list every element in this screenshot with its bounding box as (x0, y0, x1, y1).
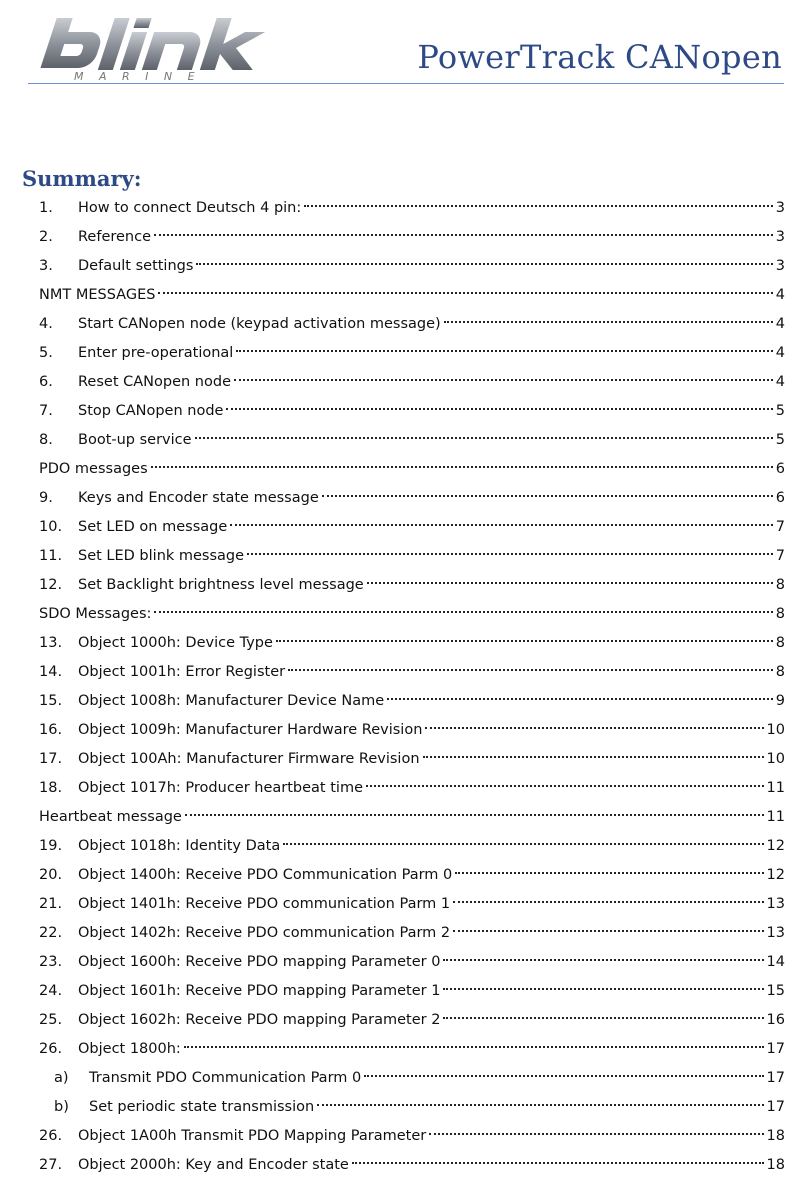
toc-page-number: 7 (775, 519, 785, 535)
toc-page-number: 17 (766, 1099, 785, 1115)
toc-entry-number: 16. (39, 722, 63, 738)
toc-entry-title: Set periodic state transmission (89, 1099, 315, 1115)
toc-page-number: 11 (766, 780, 785, 796)
toc-page-number: 5 (775, 432, 785, 448)
blink-marine-logo (28, 14, 298, 86)
toc-dot-leader (443, 988, 763, 990)
toc-dot-leader (367, 582, 773, 584)
toc-entry[interactable] (39, 1064, 785, 1093)
toc-entry-number: 7. (39, 403, 53, 419)
toc-entry[interactable] (39, 281, 785, 310)
toc-dot-leader (195, 437, 773, 439)
toc-entry-number: 8. (39, 432, 53, 448)
toc-entry-number: 25. (39, 1012, 63, 1028)
toc-page-number: 8 (775, 635, 785, 651)
toc-dot-leader (304, 205, 773, 207)
toc-entry[interactable] (39, 513, 785, 542)
toc-page-number: 15 (766, 983, 785, 999)
toc-entry-title: PDO messages (39, 461, 148, 477)
toc-dot-leader (283, 843, 763, 845)
toc-page-number: 3 (775, 200, 785, 216)
toc-dot-leader (226, 408, 772, 410)
toc-entry-title: Object 1008h: Manufacturer Device Name (78, 693, 385, 709)
table-of-contents (39, 194, 785, 1180)
toc-dot-leader (455, 872, 763, 874)
toc-entry[interactable] (39, 919, 785, 948)
toc-entry-number: 14. (39, 664, 63, 680)
toc-page-number: 6 (775, 461, 785, 477)
toc-entry[interactable] (39, 426, 785, 455)
toc-entry-title: Object 1017h: Producer heartbeat time (78, 780, 363, 796)
toc-entry-number: 10. (39, 519, 63, 535)
toc-dot-leader (352, 1162, 764, 1164)
toc-entry-title: Keys and Encoder state message (78, 490, 319, 506)
toc-entry[interactable] (39, 861, 785, 890)
toc-page-number: 10 (766, 751, 785, 767)
toc-entry-number: 9. (39, 490, 53, 506)
toc-entry-title: Stop CANopen node (78, 403, 224, 419)
toc-entry[interactable] (39, 542, 785, 571)
toc-entry-number: 22. (39, 925, 63, 941)
toc-entry-title: Object 1800h: (78, 1041, 181, 1057)
toc-dot-leader (151, 466, 773, 468)
toc-page-number: 4 (775, 345, 785, 361)
document-title: PowerTrack CANopen (417, 38, 782, 76)
toc-entry[interactable] (39, 716, 785, 745)
toc-entry[interactable] (39, 571, 785, 600)
toc-dot-leader (322, 495, 773, 497)
toc-entry-title: Object 1400h: Receive PDO Communication Parm 0 (78, 867, 453, 883)
toc-dot-leader (366, 785, 764, 787)
toc-dot-leader (196, 263, 772, 265)
toc-entry-title: Start CANopen node (keypad activation message) (78, 316, 441, 332)
toc-page-number: 8 (775, 664, 785, 680)
toc-entry[interactable] (39, 1035, 785, 1064)
toc-entry[interactable] (39, 600, 785, 629)
toc-entry-number: 13. (39, 635, 63, 651)
toc-dot-leader (387, 698, 773, 700)
toc-dot-leader (423, 756, 764, 758)
toc-entry[interactable] (39, 310, 785, 339)
toc-entry-title: Set Backlight brightness level message (78, 577, 364, 593)
toc-entry-number: 24. (39, 983, 63, 999)
toc-entry-title: Boot-up service (78, 432, 192, 448)
toc-entry-title: Object 2000h: Key and Encoder state (78, 1157, 349, 1173)
toc-entry-title: Object 1000h: Device Type (78, 635, 273, 651)
toc-entry-number: 26. (39, 1128, 63, 1144)
toc-dot-leader (185, 814, 764, 816)
toc-entry-number: 15. (39, 693, 63, 709)
toc-page-number: 3 (775, 258, 785, 274)
toc-dot-leader (453, 930, 763, 932)
toc-page-number: 12 (766, 867, 785, 883)
toc-entry[interactable] (39, 1006, 785, 1035)
toc-page-number: 13 (766, 896, 785, 912)
toc-dot-leader (247, 553, 773, 555)
toc-page-number: 5 (775, 403, 785, 419)
toc-entry-title: Enter pre-operational (78, 345, 234, 361)
toc-entry-number: a) (54, 1070, 69, 1086)
toc-entry[interactable] (39, 745, 785, 774)
toc-entry-title: Object 1401h: Receive PDO communication Parm 1 (78, 896, 451, 912)
toc-entry[interactable] (39, 774, 785, 803)
toc-entry-number: 4. (39, 316, 53, 332)
toc-entry-title: Reset CANopen node (78, 374, 231, 390)
toc-page-number: 9 (775, 693, 785, 709)
toc-page-number: 14 (766, 954, 785, 970)
toc-dot-leader (158, 292, 772, 294)
toc-entry-number: 1. (39, 200, 53, 216)
toc-page-number: 3 (775, 229, 785, 245)
toc-entry-number: 3. (39, 258, 53, 274)
toc-dot-leader (288, 669, 773, 671)
toc-entry-number: 17. (39, 751, 63, 767)
toc-entry-title: NMT MESSAGES (39, 287, 156, 303)
toc-entry-number: b) (54, 1099, 69, 1115)
toc-entry-number: 5. (39, 345, 53, 361)
toc-page-number: 12 (766, 838, 785, 854)
toc-entry[interactable] (39, 629, 785, 658)
toc-dot-leader (154, 611, 772, 613)
toc-dot-leader (234, 379, 773, 381)
toc-entry-number: 6. (39, 374, 53, 390)
toc-entry-title: Default settings (78, 258, 194, 274)
toc-dot-leader (364, 1075, 763, 1077)
toc-entry-title: Object 1601h: Receive PDO mapping Parameter 1 (78, 983, 441, 999)
toc-entry-title: Object 1009h: Manufacturer Hardware Revision (78, 722, 423, 738)
toc-entry-title: SDO Messages: (39, 606, 152, 622)
toc-entry-number: 19. (39, 838, 63, 854)
toc-entry-title: How to connect Deutsch 4 pin: (78, 200, 302, 216)
toc-entry[interactable] (39, 484, 785, 513)
toc-page-number: 7 (775, 548, 785, 564)
toc-entry[interactable] (39, 455, 785, 484)
toc-page-number: 11 (766, 809, 785, 825)
toc-page-number: 4 (775, 316, 785, 332)
toc-dot-leader (236, 350, 772, 352)
toc-dot-leader (184, 1046, 764, 1048)
toc-dot-leader (443, 959, 763, 961)
toc-dot-leader (154, 234, 773, 236)
logo-subtext: M A R I N E (74, 70, 201, 83)
toc-page-number: 13 (766, 925, 785, 941)
toc-dot-leader (429, 1133, 763, 1135)
toc-entry-number: 12. (39, 577, 63, 593)
toc-entry-title: Object 1600h: Receive PDO mapping Parameter 0 (78, 954, 441, 970)
toc-entry-title: Transmit PDO Communication Parm 0 (89, 1070, 362, 1086)
page-header (0, 0, 808, 90)
toc-entry[interactable] (39, 397, 785, 426)
toc-entry-title: Heartbeat message (39, 809, 182, 825)
toc-entry[interactable] (39, 1151, 785, 1180)
toc-entry-title: Object 1402h: Receive PDO communication Parm 2 (78, 925, 451, 941)
toc-page-number: 4 (775, 287, 785, 303)
toc-entry-number: 26. (39, 1041, 63, 1057)
toc-dot-leader (425, 727, 763, 729)
toc-entry-title: Object 1001h: Error Register (78, 664, 286, 680)
toc-dot-leader (317, 1104, 763, 1106)
toc-entry[interactable] (39, 1122, 785, 1151)
toc-page-number: 4 (775, 374, 785, 390)
toc-entry-title: Reference (78, 229, 152, 245)
toc-entry[interactable] (39, 252, 785, 281)
toc-dot-leader (453, 901, 763, 903)
toc-entry[interactable] (39, 1093, 785, 1122)
toc-entry-title: Object 1018h: Identity Data (78, 838, 281, 854)
toc-entry[interactable] (39, 832, 785, 861)
toc-entry[interactable] (39, 687, 785, 716)
toc-entry-number: 11. (39, 548, 63, 564)
toc-dot-leader (230, 524, 772, 526)
toc-entry-number: 23. (39, 954, 63, 970)
toc-page-number: 8 (775, 577, 785, 593)
toc-page-number: 8 (775, 606, 785, 622)
toc-entry-title: Set LED on message (78, 519, 228, 535)
toc-entry[interactable] (39, 948, 785, 977)
toc-entry-title: Object 1602h: Receive PDO mapping Parameter 2 (78, 1012, 441, 1028)
toc-entry-title: Object 1A00h Transmit PDO Mapping Parameter (78, 1128, 427, 1144)
toc-entry-number: 18. (39, 780, 63, 796)
toc-entry[interactable] (39, 339, 785, 368)
toc-dot-leader (444, 321, 773, 323)
toc-entry[interactable] (39, 223, 785, 252)
toc-entry[interactable] (39, 194, 785, 223)
toc-page-number: 18 (766, 1128, 785, 1144)
toc-entry[interactable] (39, 977, 785, 1006)
toc-entry[interactable] (39, 368, 785, 397)
toc-entry-title: Object 100Ah: Manufacturer Firmware Revision (78, 751, 420, 767)
toc-entry-number: 20. (39, 867, 63, 883)
toc-entry-number: 27. (39, 1157, 63, 1173)
toc-page-number: 6 (775, 490, 785, 506)
toc-page-number: 17 (766, 1041, 785, 1057)
header-divider (28, 83, 784, 84)
toc-page-number: 18 (766, 1157, 785, 1173)
toc-entry-title: Set LED blink message (78, 548, 245, 564)
toc-entry[interactable] (39, 803, 785, 832)
toc-entry-number: 2. (39, 229, 53, 245)
toc-entry[interactable] (39, 890, 785, 919)
toc-dot-leader (276, 640, 773, 642)
toc-entry-number: 21. (39, 896, 63, 912)
summary-heading: Summary: (22, 166, 142, 191)
toc-page-number: 10 (766, 722, 785, 738)
toc-entry[interactable] (39, 658, 785, 687)
toc-page-number: 17 (766, 1070, 785, 1086)
toc-page-number: 16 (766, 1012, 785, 1028)
toc-dot-leader (443, 1017, 763, 1019)
